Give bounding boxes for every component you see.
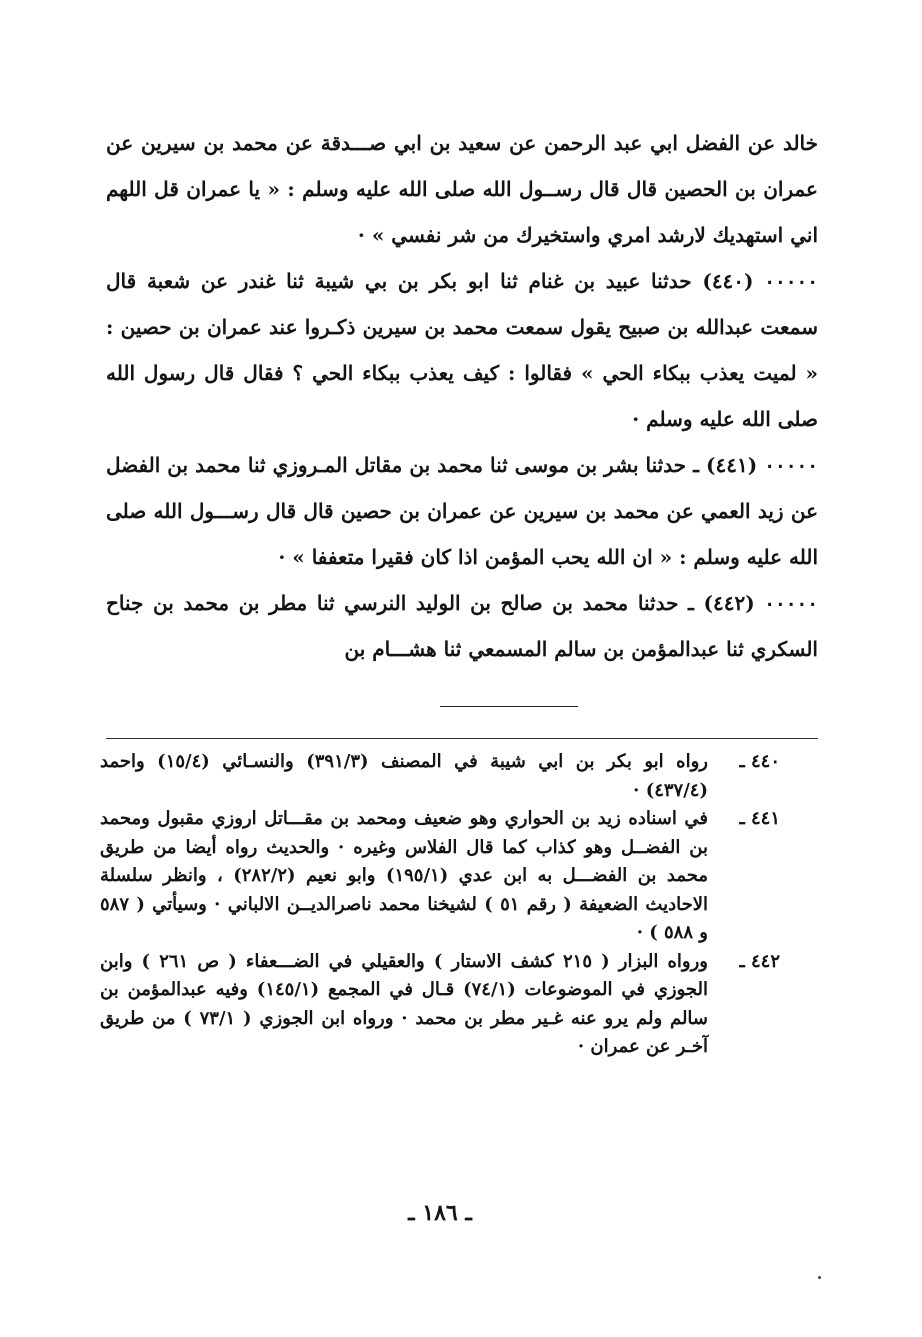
footnote-442 [100, 948, 780, 1062]
paragraph-2: ٠٠٠٠٠ (٤٤٠) حدثنا عبيد بن غنام ثنا ابو بكر بن بي شيبة ثنا غندر عن شعبة قال سمعت عبدالله بن صبيح يقول سمعت محمد بن سيرين ذكـروا عند عمران بن حصين : « لميت يعذب ببكاء الحي » فقالوا : كيف يعذب ببكاء الحي ؟ فقال قال رسول الله صلى الله عليه وسلم · [106, 269, 818, 431]
text-underline [440, 706, 578, 707]
paragraph-4: ٠٠٠٠٠ (٤٤٢) ـ حدثنا محمد بن صالح بن الوليد النرسي ثنا مطر بن محمد بن جناح السكري ثنا عبدالمؤمن بن سالم المسمعي ثنا هشـــام بن [106, 591, 818, 661]
footnote-440 [100, 748, 780, 805]
print-speck [818, 1276, 821, 1279]
footnote-text: رواه ابو بكر بن ابي شيبة في المصنف (٣٩١/٣) والنسـائي (١٥/٤) واحمد (٤٣٧/٤) · [100, 751, 708, 801]
footnote-441 [100, 805, 780, 948]
footnote-text: في اسناده زيد بن الحواري وهو ضعيف ومحمد بن مقـــاتل اروزي مقبول ومحمد بن الفضــل وهو كذاب كما قال الفلاس وغيره · والحديث رواه أيضا من طريق محمد بن الفضـــل به ابن عدي (١٩٥/١) وابو نعيم (٢٨٢/٢) ، وانظر سلسلة الاحاديث الضعيفة ( رقم ٥١ ) لشيخنا محمد ناصرالديــن الالباني · وسيأتي ( ٥٨٧ و ٥٨٨ ) · [100, 808, 709, 943]
footnote-number: ٤٤١ ـ [739, 808, 780, 829]
page-number: ـ ١٨٦ ـ [408, 1200, 472, 1226]
footnotes [100, 748, 780, 1062]
footnote-separator [106, 738, 818, 739]
footnote-number: ٤٤٠ ـ [739, 751, 780, 772]
paragraph-3: ٠٠٠٠٠ (٤٤١) ـ حدثنا بشر بن موسى ثنا محمد بن مقاتل المـروزي ثنا محمد بن الفضل عن زيد العمي عن محمد بن سيرين عن عمران بن حصين قال قال رســـول الله صلى الله عليه وسلم : « ان الله يحب المؤمن اذا كان فقيرا متعففا » · [106, 453, 818, 569]
main-text [106, 120, 818, 672]
paragraph-1: خالد عن الفضل ابي عبد الرحمن عن سعيد بن ابي صـــدقة عن محمد بن سيرين عن عمران بن الحصين قال قال رســول الله صلى الله عليه وسلم : « يا عمران قل اللهم اني استهديك لارشد امري واستخيرك من شر نفسي » · [106, 131, 819, 247]
footnote-text: ورواه البزار ( ٢١٥ كشف الاستار ) والعقيلي في الضـــعفاء ( ص ٢٦١ ) وابن الجوزي في الموضوعات (٧٤/١) قـال في المجمع (١٤٥/١) وفيه عبدالمؤمن بن سالم ولم يرو عنه غـير مطر بن محمد · ورواه ابن الجوزي ( ٧٣/١ ) من طريق آخـر عن عمران · [100, 950, 709, 1057]
footnote-number: ٤٤٢ ـ [739, 950, 780, 972]
